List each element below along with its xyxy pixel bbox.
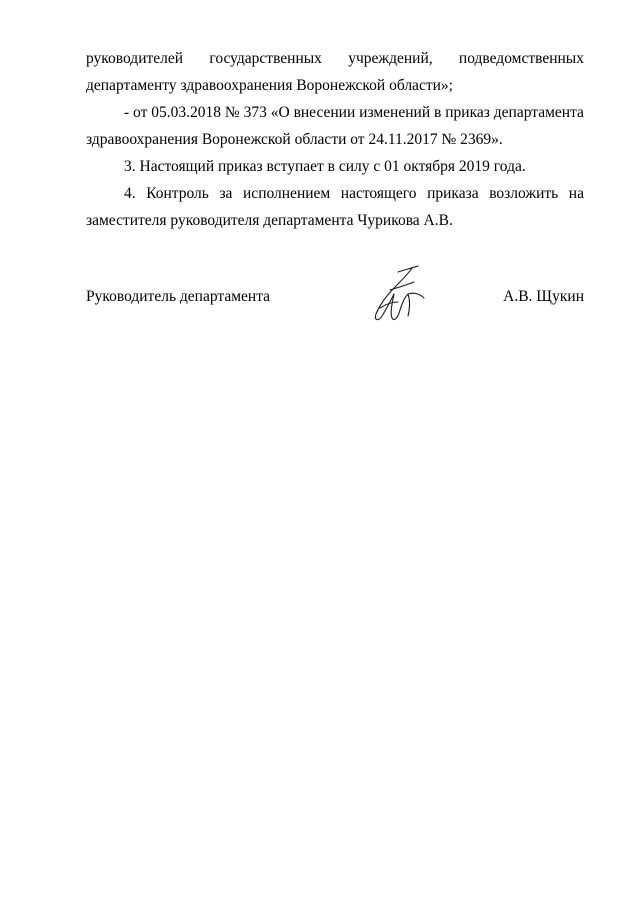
handwritten-signature [368, 264, 428, 328]
word: «О [270, 104, 290, 121]
justified-line [86, 99, 584, 126]
word: настоящего [340, 185, 417, 202]
justified-line [86, 180, 584, 207]
word: в [434, 104, 442, 121]
text-line: 3. Настоящий приказ вступает в силу с 01 октября 2019 года. [124, 158, 526, 175]
word: приказ [445, 104, 490, 121]
word: на [568, 185, 584, 202]
word: учреждений, [348, 50, 433, 67]
point-4 [86, 180, 584, 234]
word: - от [124, 104, 148, 121]
word: № [224, 104, 240, 121]
word: изменений [359, 104, 431, 121]
list-item-order-373 [86, 99, 584, 153]
word: руководителей [86, 50, 184, 67]
word: Контроль [146, 185, 209, 202]
signatory-name: А.В. Щукин [503, 288, 584, 305]
text-line: департаменту здравоохранения Воронежской области»; [86, 77, 453, 94]
word: департамента [493, 104, 584, 121]
word: государственных [209, 50, 322, 67]
word: внесении [293, 104, 356, 121]
text-line: здравоохранения Воронежской области от 24.11.2017 № 2369». [86, 131, 503, 148]
word: подведомственных [458, 50, 584, 67]
word: возложить [489, 185, 559, 202]
word: 4. [124, 185, 136, 202]
word: приказа [427, 185, 479, 202]
document-body [86, 45, 584, 234]
justified-line [86, 45, 584, 72]
word: исполнением [243, 185, 331, 202]
signature-block [86, 278, 584, 338]
word: 373 [243, 104, 267, 121]
signatory-position: Руководитель департамента [86, 288, 271, 305]
paragraph-continuation [86, 45, 584, 99]
point-3 [86, 153, 584, 180]
word: 05.03.2018 [151, 104, 221, 121]
word: за [219, 185, 233, 202]
text-line: заместителя руководителя департамента Чурикова А.В. [86, 212, 453, 229]
